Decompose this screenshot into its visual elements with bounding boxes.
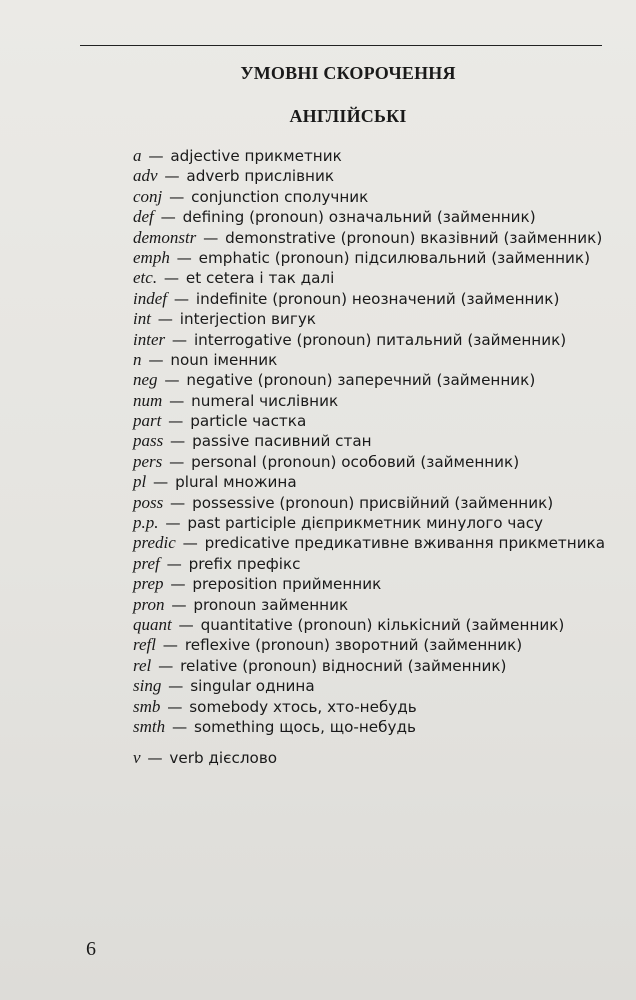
abbreviation-definition: plural множина xyxy=(175,473,297,492)
abbreviation-definition: preposition прийменник xyxy=(192,575,382,594)
abbreviation-term: sing xyxy=(133,676,162,696)
abbreviation-term: indef xyxy=(133,288,167,308)
em-dash: — xyxy=(165,493,191,512)
em-dash: — xyxy=(165,432,191,451)
abbreviation-definition: numeral числівник xyxy=(191,391,339,410)
abbreviation-entry xyxy=(133,268,605,288)
em-dash: — xyxy=(166,595,192,614)
abbreviation-definition: noun іменник xyxy=(170,350,278,369)
abbreviation-definition: reflexive (pronoun) зворотний (займенник) xyxy=(184,636,523,655)
em-dash: — xyxy=(173,615,199,634)
abbreviation-term: pass xyxy=(133,431,164,451)
abbreviation-definition: adjective прикметник xyxy=(170,147,342,165)
abbreviation-term: pl xyxy=(133,472,147,492)
abbreviation-term: smb xyxy=(133,696,161,716)
em-dash: — xyxy=(169,289,194,308)
abbreviation-term: pers xyxy=(133,451,163,471)
abbreviation-entry xyxy=(133,748,605,768)
abbreviation-entry xyxy=(133,166,605,186)
em-dash: — xyxy=(142,749,168,768)
abbreviation-entry xyxy=(133,248,605,268)
abbreviation-definition: predicative предикативне вживання прикметника xyxy=(204,534,606,553)
abbreviation-definition: adverb прислівник xyxy=(186,167,335,186)
abbreviation-term: rel xyxy=(133,655,152,675)
abbreviation-entry xyxy=(133,330,605,350)
abbreviation-entry xyxy=(133,656,605,676)
abbreviation-entry xyxy=(133,370,605,390)
abbreviation-entry xyxy=(133,207,605,227)
abbreviation-entry xyxy=(133,595,605,615)
abbreviation-definition: et cetera і так далі xyxy=(185,269,335,288)
abbreviation-definition: past participle дієприкметник минулого часу xyxy=(187,514,544,533)
section-title: АНГЛІЙСЬКІ xyxy=(289,106,407,126)
abbreviation-definition: somebody хтось, хто-небудь xyxy=(189,697,417,716)
em-dash: — xyxy=(167,330,192,349)
abbreviation-entry xyxy=(133,717,605,737)
em-dash: — xyxy=(163,677,189,696)
abbreviation-definition: demonstrative (pronoun) вказівний (займенник) xyxy=(225,228,603,247)
em-dash: — xyxy=(160,514,186,533)
abbreviation-definition: pronoun займенник xyxy=(193,595,349,614)
abbreviation-term: v xyxy=(133,748,141,768)
abbreviation-entry xyxy=(133,635,605,655)
abbreviation-definition: prefix префікс xyxy=(188,554,301,573)
abbreviation-term: etc. xyxy=(133,268,158,288)
abbreviation-entry xyxy=(133,411,605,431)
abbreviation-entry xyxy=(133,350,605,370)
abbreviation-definition: passive пасивний стан xyxy=(192,432,372,451)
abbreviation-definition: emphatic (pronoun) підсилювальний (займенник) xyxy=(198,248,591,267)
top-rule xyxy=(80,45,602,46)
em-dash: — xyxy=(171,248,197,267)
abbreviation-entry xyxy=(133,554,605,574)
abbreviation-definition: interjection вигук xyxy=(179,310,316,329)
abbreviation-entry xyxy=(133,187,605,207)
abbreviation-term: n xyxy=(133,349,142,369)
em-dash: — xyxy=(143,350,169,369)
em-dash: — xyxy=(143,147,169,165)
abbreviation-entry xyxy=(133,309,605,329)
em-dash: — xyxy=(167,717,192,736)
em-dash: — xyxy=(165,575,191,594)
em-dash: — xyxy=(155,208,181,227)
abbreviation-entry xyxy=(133,574,605,594)
abbreviation-term: quant xyxy=(133,614,172,634)
abbreviation-term: demonstr xyxy=(133,227,197,247)
abbreviation-term: smth xyxy=(133,716,166,736)
abbreviation-term: def xyxy=(133,207,154,227)
em-dash: — xyxy=(164,187,190,206)
em-dash: — xyxy=(177,534,203,553)
abbreviation-definition: defining (pronoun) означальний (займенник) xyxy=(182,208,536,227)
abbreviation-entry xyxy=(133,472,605,492)
abbreviation-entry xyxy=(133,697,605,717)
abbreviation-entry xyxy=(133,452,605,472)
abbreviation-list xyxy=(133,146,605,769)
abbreviation-term: p.p. xyxy=(133,513,159,533)
em-dash: — xyxy=(163,412,189,431)
abbreviation-definition: interrogative (pronoun) питальний (займенник) xyxy=(193,330,567,349)
em-dash: — xyxy=(159,269,184,288)
em-dash: — xyxy=(159,167,185,186)
page-number: 6 xyxy=(86,938,96,960)
abbreviation-term: a xyxy=(133,146,142,165)
list-spacer xyxy=(133,737,605,748)
abbreviation-definition: relative (pronoun) відносний (займенник) xyxy=(180,656,507,675)
em-dash: — xyxy=(157,636,183,655)
abbreviation-entry xyxy=(133,391,605,411)
em-dash: — xyxy=(161,554,187,573)
abbreviation-term: poss xyxy=(133,492,164,512)
abbreviation-entry xyxy=(133,493,605,513)
page-title: УМОВНІ СКОРОЧЕННЯ xyxy=(240,63,456,83)
abbreviation-term: pron xyxy=(133,594,165,614)
abbreviation-entry xyxy=(133,431,605,451)
abbreviation-term: num xyxy=(133,390,163,410)
abbreviation-definition: indefinite (pronoun) неозначений (займенник) xyxy=(195,289,560,308)
abbreviation-entry xyxy=(133,289,605,309)
abbreviation-term: prep xyxy=(133,574,164,594)
abbreviation-term: int xyxy=(133,309,151,329)
em-dash: — xyxy=(153,656,179,675)
abbreviation-term: predic xyxy=(133,533,176,553)
em-dash: — xyxy=(148,473,174,492)
abbreviation-term: refl xyxy=(133,635,156,655)
em-dash: — xyxy=(159,371,185,390)
abbreviation-definition: negative (pronoun) заперечний (займенник) xyxy=(186,371,536,390)
abbreviation-definition: conjunction сполучник xyxy=(191,187,369,206)
em-dash: — xyxy=(164,391,190,410)
abbreviation-entry xyxy=(133,533,605,553)
abbreviation-term: adv xyxy=(133,166,158,186)
abbreviation-term: emph xyxy=(133,247,170,267)
em-dash: — xyxy=(164,452,190,471)
abbreviation-entry xyxy=(133,615,605,635)
em-dash: — xyxy=(152,310,178,329)
abbreviation-entry xyxy=(133,228,605,248)
abbreviation-term: conj xyxy=(133,186,163,206)
abbreviation-term: pref xyxy=(133,553,160,573)
abbreviation-definition: particle частка xyxy=(190,412,307,431)
abbreviation-entry xyxy=(133,146,605,166)
abbreviation-term: inter xyxy=(133,329,166,349)
abbreviation-term: neg xyxy=(133,370,158,390)
em-dash: — xyxy=(162,697,188,716)
abbreviation-definition: something щось, що-небудь xyxy=(193,717,416,736)
abbreviation-definition: possessive (pronoun) присвійний (займенник) xyxy=(192,493,554,512)
abbreviation-definition: singular однина xyxy=(190,677,315,696)
em-dash: — xyxy=(198,228,224,247)
abbreviation-entry xyxy=(133,676,605,696)
abbreviation-definition: verb дієслово xyxy=(169,749,278,768)
abbreviation-definition: quantitative (pronoun) кількісний (займенник) xyxy=(200,615,565,634)
abbreviation-entry xyxy=(133,513,605,533)
abbreviation-definition: personal (pronoun) особовий (займенник) xyxy=(191,452,520,471)
abbreviation-term: part xyxy=(133,411,162,431)
